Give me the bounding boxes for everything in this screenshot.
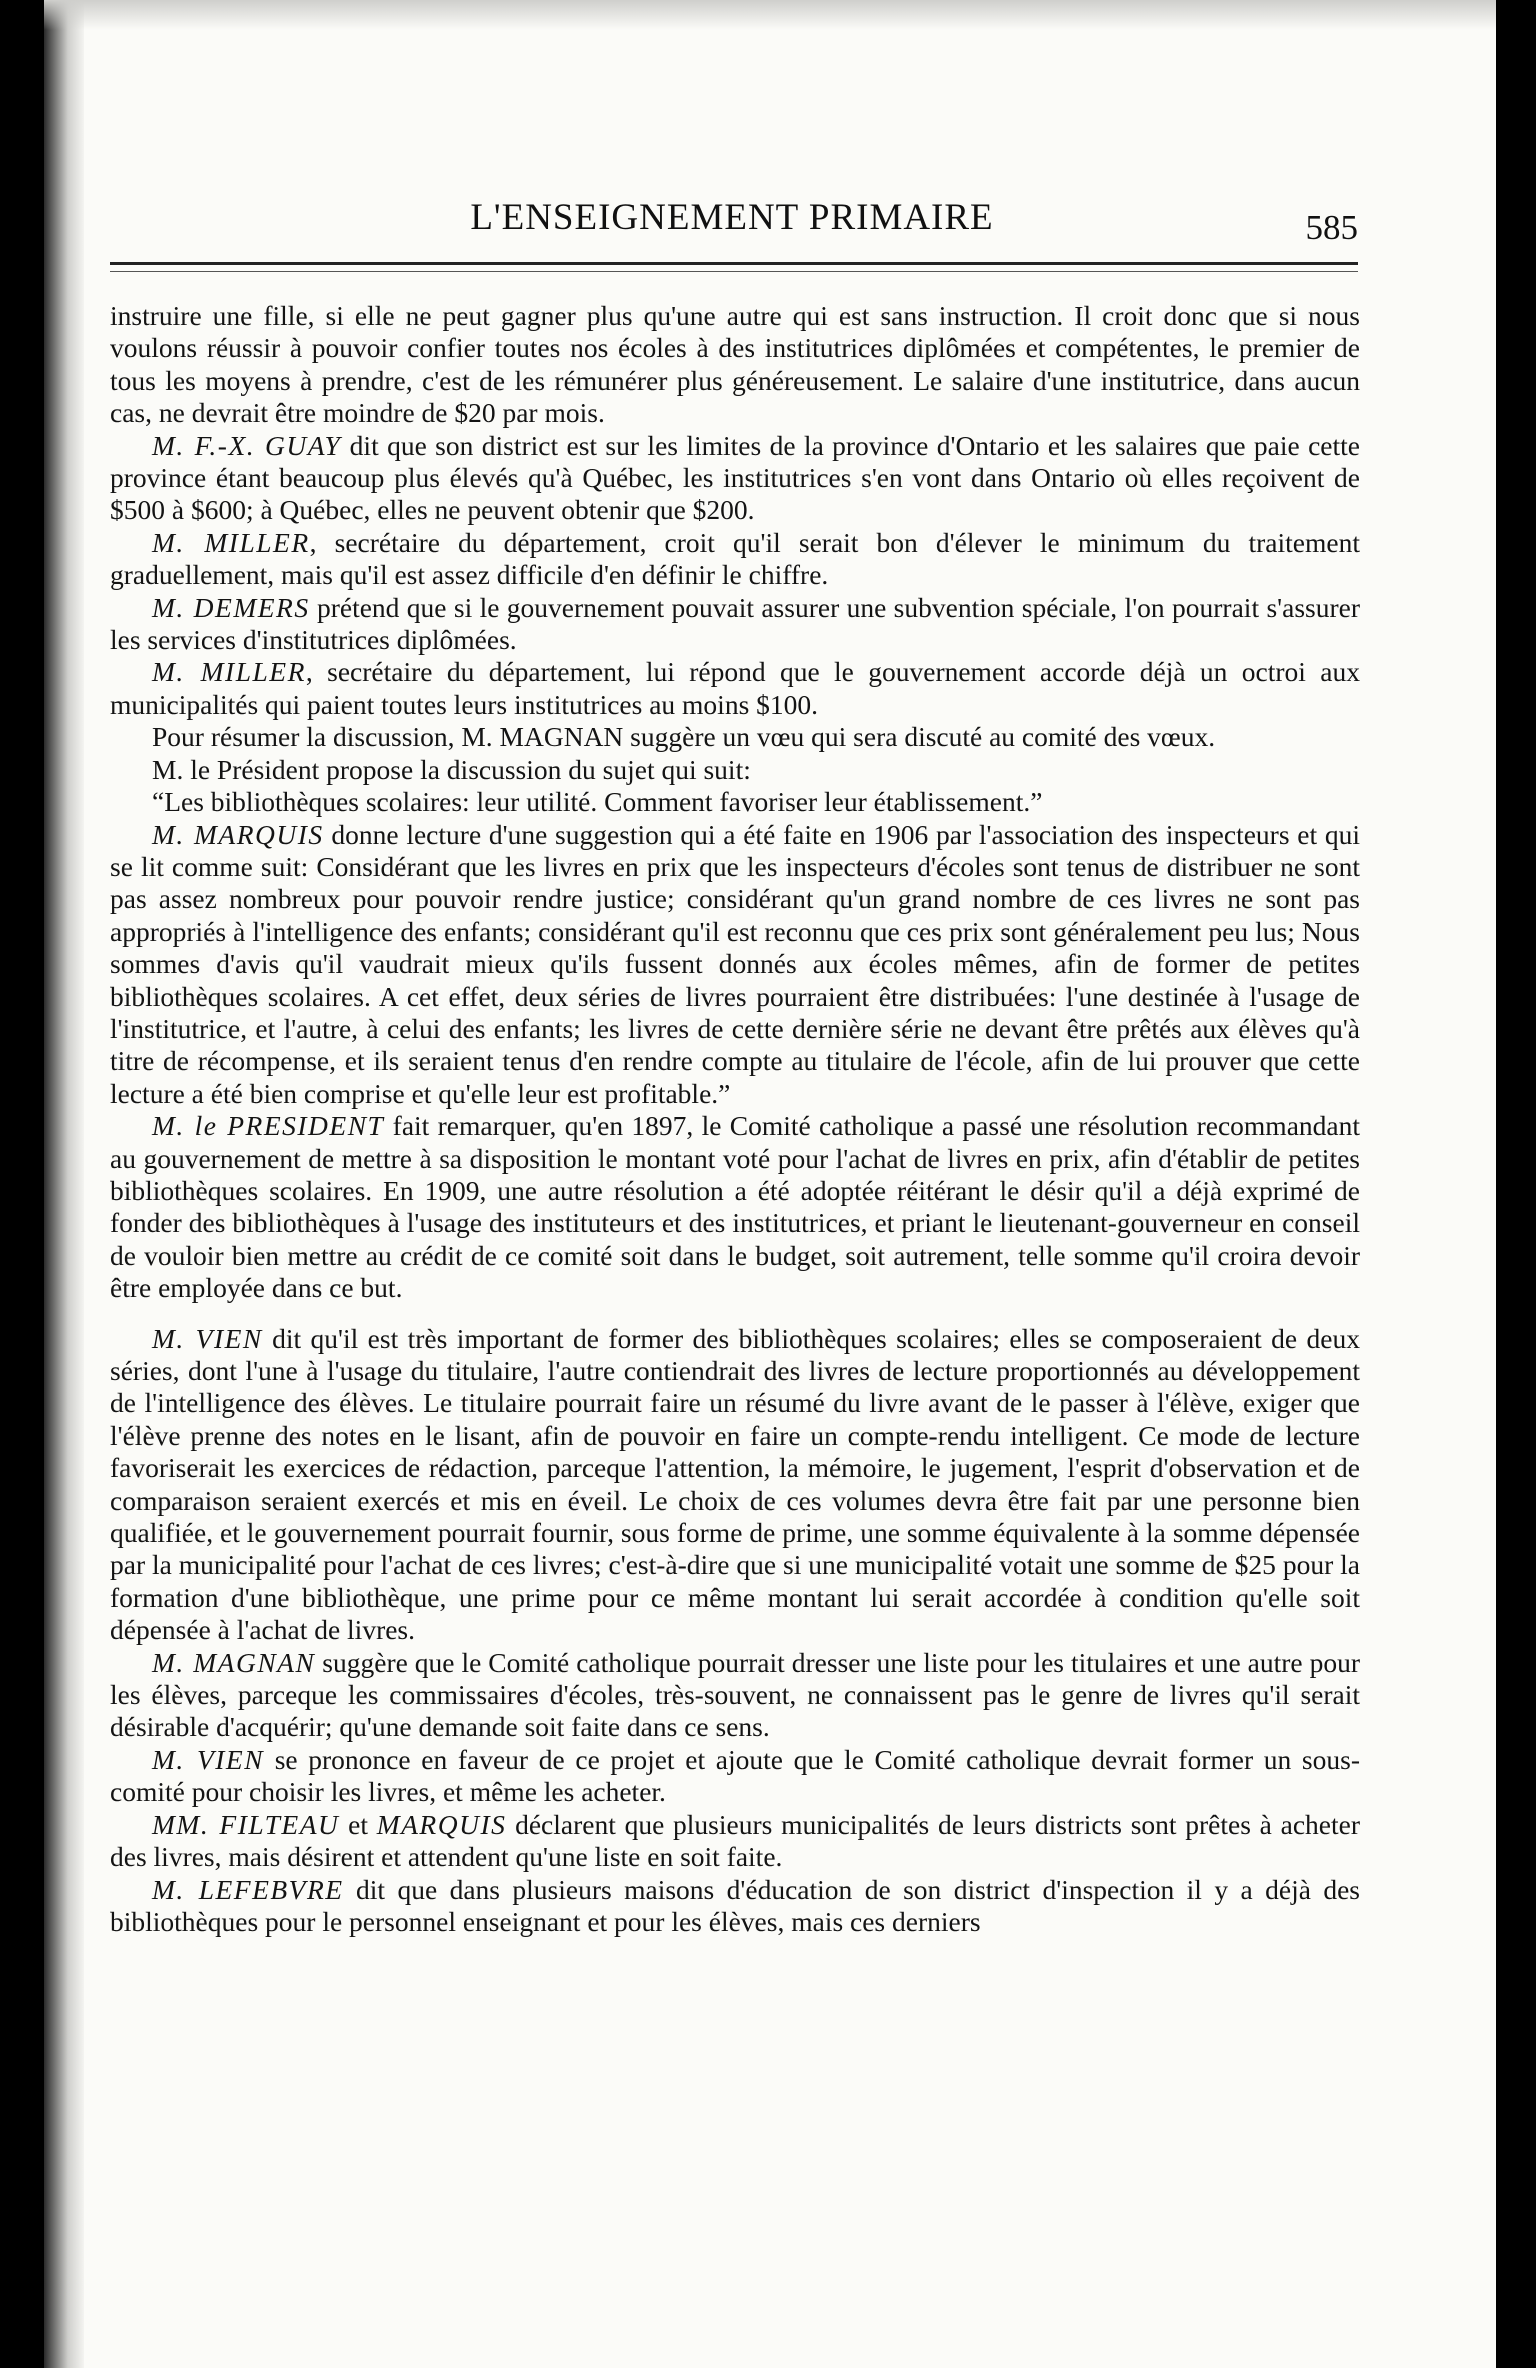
top-edge-shadow — [44, 0, 1496, 30]
paragraph — [110, 1323, 1360, 1647]
paragraph-text: prétend que si le gouvernement pouvait assurer une subvention spéciale, l'on pourrait s'assurer les services d'institutrices diplômées. — [110, 591, 1360, 656]
running-header — [106, 196, 1358, 248]
paragraph-text: donne lecture d'une suggestion qui a été faite en 1906 par l'association des inspecteurs et qui se lit comme suit: Considérant que les livres en prix que les inspecteurs d'écoles sont tenus de distribuer ne sont pas assez nombreux pour pouvoir rendre justice; considérant qu'un grand nombre de ces livres ne sont pas appropriés à l'intelligence des enfants; considérant qu'il est reconnu que ces prix sont généralement peu lus; Nous sommes d'avis qu'il vaudrait mieux qu'ils fussent donnés aux écoles mêmes, afin de former de petites bibliothèques scolaires. A cet effet, deux séries de livres pourraient être distribuées: l'une destinée à l'usage de l'institutrice, et l'autre, à celui des enfants; les livres de cette dernière série ne devant être prêtés aux élèves qu'à titre de récompense, et ils seraient tenus d'en rendre compte au titulaire de l'école, afin de lui prouver que cette lecture a été bien comprise et qu'elle leur est profitable.” — [110, 818, 1360, 1109]
paragraph-text: “Les bibliothèques scolaires: leur utilité. Comment favoriser leur établissement.” — [152, 786, 1043, 818]
speaker-name: MARQUIS — [376, 1808, 507, 1840]
paragraph — [110, 819, 1360, 1111]
paragraph — [110, 721, 1360, 753]
paragraph — [110, 300, 1360, 430]
paragraph-text: , secrétaire du département, lui répond que le gouvernement accorde déjà un octroi aux municipalités qui paient toutes leurs institutrices au moins $100. — [110, 656, 1360, 720]
paragraph-text: , secrétaire du département, croit qu'il serait bon d'élever le minimum du traitement graduellement, mais qu'il est assez difficile d'en définir le chiffre. — [110, 526, 1360, 591]
connector-text: et — [339, 1808, 377, 1840]
paragraph-text: M. le Président propose la discussion du sujet qui suit: — [152, 753, 751, 785]
paragraph — [110, 1647, 1360, 1744]
paragraph — [110, 656, 1360, 721]
paragraph — [110, 430, 1360, 527]
paragraph-text: dit que dans plusieurs maisons d'éducation de son district d'inspection il y a déjà des bibliothèques pour le personnel enseignant et pour les élèves, mais ces derniers — [110, 1873, 1361, 1937]
paragraph — [110, 754, 1360, 786]
speaker-name: M. MILLER — [152, 656, 306, 688]
speaker-name: M. F.-X. GUAY — [152, 429, 342, 461]
paragraph — [110, 527, 1360, 592]
paragraph — [110, 1809, 1360, 1874]
paragraph-text: instruire une fille, si elle ne peut gagner plus qu'une autre qui est sans instruction. Il croit donc que si nous voulons réussir à pouvoir confier toutes nos écoles à des institutrices diplômées et compétentes, le premier de tous les moyens à prendre, c'est de les rémunérer plus généreusement. Le salaire d'une institutrice, dans aucun cas, ne devrait être moindre de $20 par mois. — [110, 300, 1360, 429]
paragraph-text: dit qu'il est très important de former des bibliothèques scolaires; elles se composeraient de deux séries, dont l'une à l'usage du titulaire, l'autre contiendrait des livres de lecture proportionnés au développement de l'intelligence des élèves. Le titulaire pourrait faire un résumé du livre avant de le passer à l'élève, exiger que l'élève prenne des notes en le lisant, afin de pouvoir en faire un compte-rendu intelligent. Ce mode de lecture favoriserait les exercices de rédaction, parceque l'attention, la mémoire, le jugement, l'esprit d'observation et de comparaison seraient exercés et mis en éveil. Le choix de ces volumes devra être fait par une personne bien qualifiée, et le gouvernement pourrait fournir, sous forme de prime, une somme équivalente à la somme dépensée par la municipalité pour l'achat de ces livres; c'est-à-dire que si une municipalité votait une somme de $25 pour la formation d'une bibliothèque, une prime pour ce même montant lui serait accordée à condition qu'elle soit dépensée à l'achat de livres. — [110, 1322, 1360, 1646]
speaker-name: M. MILLER — [152, 526, 310, 558]
page — [44, 0, 1496, 2368]
paragraph-text: suggère que le Comité catholique pourrait dresser une liste pour les titulaires et une autre pour les élèves, parceque les commissaires d'écoles, très-souvent, ne connaissent pas le genre de livres qu'il serait désirable d'acquérir; qu'une demande soit faite dans ce sens. — [110, 1646, 1360, 1743]
header-rule-thin — [110, 271, 1358, 272]
paragraph-text: fait remarquer, qu'en 1897, le Comité catholique a passé une résolution recommandant au gouvernement de mettre à sa disposition le montant voté pour l'achat de livres en prix, afin d'établir de petites bibliothèques scolaires. En 1909, une autre résolution a été adoptée réitérant le désir qu'il a déjà exprimé de fonder des bibliothèques à l'usage des instituteurs et des institutrices, et priant le lieutenant-gouverneur en conseil de vouloir bien mettre au crédit de ce comité soit dans le budget, soit autrement, telle somme qu'il croira devoir être employée dans ce but. — [110, 1110, 1361, 1304]
speaker-name: M. MARQUIS — [152, 818, 324, 850]
page-number: 585 — [1305, 208, 1358, 247]
paragraph-text: se prononce en faveur de ce projet et ajoute que le Comité catholique devrait former un sous-comité pour choisir les livres, et même les acheter. — [110, 1743, 1360, 1808]
paragraph-text: déclarent que plusieurs municipalités de leurs districts sont prêtes à acheter des livres, mais désirent et attendent qu'une liste en soit faite. — [110, 1808, 1360, 1873]
speaker-name: M. LEFEBVRE — [152, 1873, 344, 1905]
paragraph — [110, 1874, 1360, 1939]
paragraph — [110, 592, 1360, 657]
binding-shadow — [44, 0, 84, 2368]
paragraph-text: Pour résumer la discussion, M. MAGNAN suggère un vœu qui sera discuté au comité des vœux. — [152, 721, 1216, 753]
running-title: L'ENSEIGNEMENT PRIMAIRE — [470, 197, 994, 238]
header-rule — [110, 262, 1358, 265]
speaker-name: M. DEMERS — [152, 591, 310, 623]
speaker-name: M. le PRESIDENT — [152, 1110, 385, 1142]
paragraph — [110, 1744, 1360, 1809]
paragraph — [110, 786, 1360, 818]
paragraph — [110, 1110, 1360, 1304]
speaker-name: M. VIEN — [152, 1322, 263, 1354]
speaker-name: MM. FILTEAU — [152, 1808, 340, 1840]
paragraph-text: dit que son district est sur les limites de la province d'Ontario et les salaires que paie cette province étant beaucoup plus élevés qu'à Québec, les institutrices s'en vont dans Ontario où elles reçoivent de $500 à $600; à Québec, elles ne peuvent obtenir que $200. — [110, 429, 1360, 526]
body-text — [110, 300, 1360, 1938]
speaker-name: M. MAGNAN — [152, 1646, 316, 1678]
speaker-name: M. VIEN — [152, 1743, 265, 1775]
